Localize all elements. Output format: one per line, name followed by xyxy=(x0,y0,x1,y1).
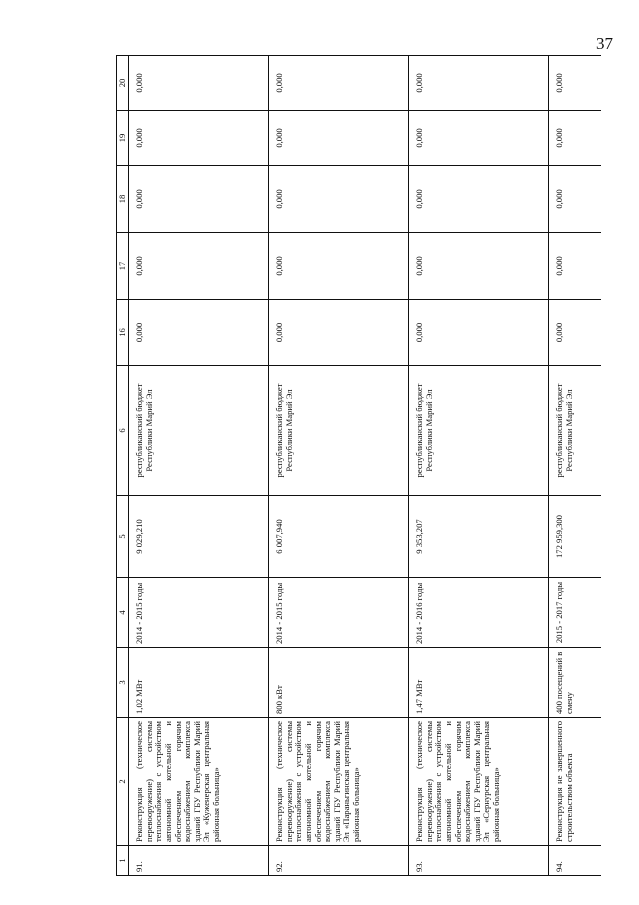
funding-source: республиканский бюджет Республики Марий Эл xyxy=(549,366,601,496)
value-17: 0,000 xyxy=(129,233,269,300)
page-number: 37 xyxy=(596,34,613,53)
value-20: 0,000 xyxy=(549,56,601,111)
col-header-5: 5 xyxy=(117,496,129,578)
col-header-18: 18 xyxy=(117,166,129,233)
col-header-4: 4 xyxy=(117,578,129,648)
table-row xyxy=(549,56,601,876)
header-row xyxy=(117,56,129,876)
row-number: 94. xyxy=(549,846,601,876)
row-number: 93. xyxy=(409,846,549,876)
object-name: Реконструкция не завершенного строительством объекта xyxy=(549,718,601,846)
value-16: 0,000 xyxy=(129,300,269,366)
value-20: 0,000 xyxy=(269,56,409,111)
object-name: Реконструкция (техническое перевооружение) системы теплоснабжения с устройством автономной котельной и обеспечением горячим водоснабжением комплекса зданий ГБУ Республики Марий Эл «Параньгинская центральная районная больница» xyxy=(269,718,409,846)
value-17: 0,000 xyxy=(269,233,409,300)
total-cost: 6 007,940 xyxy=(269,496,409,578)
total-cost: 9 353,207 xyxy=(409,496,549,578)
table-row xyxy=(269,56,409,876)
capacity: 800 кВт xyxy=(269,648,409,718)
col-header-20: 20 xyxy=(117,56,129,111)
total-cost: 172 959,300 xyxy=(549,496,601,578)
value-16: 0,000 xyxy=(409,300,549,366)
value-19: 0,000 xyxy=(549,111,601,166)
col-header-1: 1 xyxy=(117,846,129,876)
value-18: 0,000 xyxy=(269,166,409,233)
period: 2015 - 2017 годы xyxy=(549,578,601,648)
col-header-3: 3 xyxy=(117,648,129,718)
capacity: 1,47 МВт xyxy=(409,648,549,718)
value-17: 0,000 xyxy=(409,233,549,300)
table-row xyxy=(409,56,549,876)
col-header-19: 19 xyxy=(117,111,129,166)
value-19: 0,000 xyxy=(129,111,269,166)
row-number: 92. xyxy=(269,846,409,876)
value-19: 0,000 xyxy=(409,111,549,166)
object-name: Реконструкция (техническое перевооружение) системы теплоснабжения с устройством автономной котельной и обеспечением горячим водоснабжением комплекса зданий ГБУ Республики Марий Эл «Сернурская центральная районная больница» xyxy=(409,718,549,846)
capacity: 1,02 МВт xyxy=(129,648,269,718)
col-header-6: 6 xyxy=(117,366,129,496)
value-20: 0,000 xyxy=(409,56,549,111)
object-name: Реконструкция (техническое перевооружение) системы теплоснабжения с устройством автономной котельной и обеспечением горячим водоснабжением комплекса зданий ГБУ Республики Марий Эл «Куженерская центральная районная больница» xyxy=(129,718,269,846)
value-17: 0,000 xyxy=(549,233,601,300)
table-row xyxy=(129,56,269,876)
funding-source: республиканский бюджет Республики Марий Эл xyxy=(269,366,409,496)
capacity: 400 посещений в смену xyxy=(549,648,601,718)
value-19: 0,000 xyxy=(269,111,409,166)
funding-source: республиканский бюджет Республики Марий Эл xyxy=(129,366,269,496)
period: 2014 - 2015 годы xyxy=(269,578,409,648)
value-20: 0,000 xyxy=(129,56,269,111)
rotated-table-container xyxy=(116,56,601,876)
value-18: 0,000 xyxy=(409,166,549,233)
value-16: 0,000 xyxy=(549,300,601,366)
value-18: 0,000 xyxy=(549,166,601,233)
period: 2014 - 2016 годы xyxy=(409,578,549,648)
total-cost: 9 029,210 xyxy=(129,496,269,578)
value-18: 0,000 xyxy=(129,166,269,233)
row-number: 91. xyxy=(129,846,269,876)
funding-source: республиканский бюджет Республики Марий Эл xyxy=(409,366,549,496)
investment-table xyxy=(116,55,601,876)
value-16: 0,000 xyxy=(269,300,409,366)
period: 2014 - 2015 годы xyxy=(129,578,269,648)
col-header-17: 17 xyxy=(117,233,129,300)
col-header-16: 16 xyxy=(117,300,129,366)
col-header-2: 2 xyxy=(117,718,129,846)
